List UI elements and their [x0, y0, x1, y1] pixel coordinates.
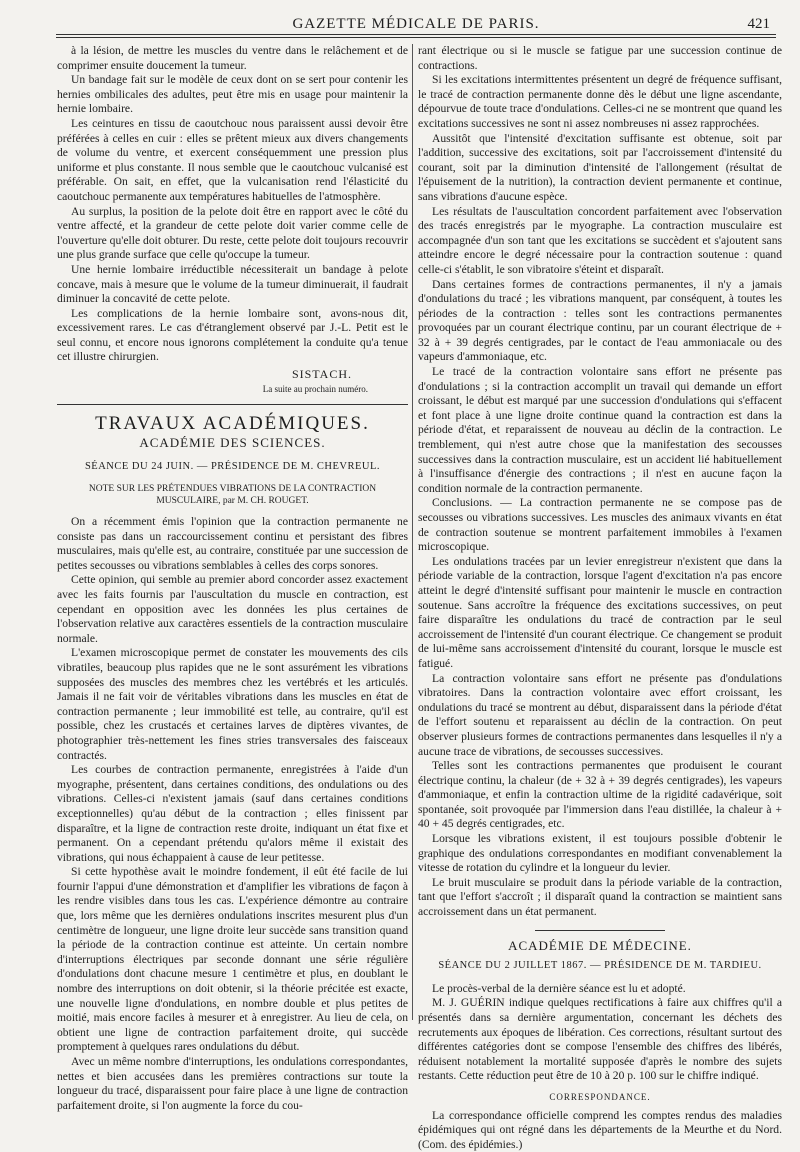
paragraph: M. J. GUÉRIN indique quelques rectifications à faire aux chiffres qu'il a présentés dans sa dernière argumentation, concernant les déchets des recrutements aux époques de libération. Ces corrections, résultant surtout des différentes catégories dont se compose l'ensemble des chiffres des libérés, réduisent notablement la mortalité supposée d'après le nombre des sujets restants. Cette réduction peut être de 10 à 20 p. 100 sur le chiffre indiqué.	[418, 996, 782, 1083]
paragraph: Au surplus, la position de la pelote doit être en rapport avec le côté du ventre affecté, et la grandeur de cette pelote doit varier comme celle de l'ouverture qu'elle doit obturer. Du reste, cette pelote doit toujours recouvrir une plus grande surface que celle qu'occupe la tumeur.	[57, 204, 408, 262]
paragraph: rant électrique ou si le muscle se fatigue par une succession continue de contractions.	[418, 44, 782, 72]
paragraph: Les courbes de contraction permanente, enregistrées à l'aide d'un myographe, présentent, dans certaines conditions, des ondulations ou des vibrations. Celles-ci n'existent jamais (sauf dans certaines conditions exceptionnelles) qu'au début de la contraction ; elles finissent par disparaître, et la ligne de contraction reste droite, indiquant un état fixe et permanent. On a cependant prétendu qu'alors même il existait des vibrations, qui nous échappaient à cause de leur petitesse.	[57, 763, 408, 864]
section-separator	[57, 404, 408, 405]
academy-heading: ACADÉMIE DE MÉDECINE.	[508, 937, 692, 953]
paragraph: Avec un même nombre d'interruptions, les ondulations correspondantes, nettes et bien accusées dans les premières contractions sur toute la longueur du tracé, disparaissent pour faire place à une ligne de contraction parfaitement droite, si l'on augmente la force du cou-	[57, 1055, 408, 1112]
paragraph: Les complications de la hernie lombaire sont, avons-nous dit, excessivement rares. Le cas d'étranglement observé par J.-L. Petit est le seul connu, et encore nous ignorons complétement la conduite qu'a tenue cet illustre chirurgien.	[57, 306, 408, 364]
column-divider	[412, 44, 413, 1020]
paragraph: Les ceintures en tissu de caoutchouc nous paraissent aussi devoir être préférées à celles en cuir : elles se prêtent mieux aux divers changements de volume du ventre, et exercent conséquemment une pression plus uniforme et plus constante. Il nous semble que le caoutchouc vulcanisé est préférable. On sait, en effet, que la vulcanisation rend l'élasticité du caoutchouc permanente aux températures habituelles de l'atmosphère.	[57, 116, 408, 203]
paragraph: Le tracé de la contraction volontaire sans effort ne présente pas d'ondulations ; si la contraction accomplit un travail qui demande un effort croissant, le début est marqué par une succession d'ondulations qui s'effacent et font place à une ligne droite continue quand la contraction est dans la période d'état, et reparaissent de nouveau au déclin de la contraction. Le tremblement, qui n'est autre chose que la manifestation des secousses successives dans la contraction musculaire, est un accident lié habituellement à l'insuffisance d'énergie des contractions ; il n'est en aucune façon la condition normale de la contraction permanente.	[418, 365, 782, 495]
academy-heading: ACADÉMIE DES SCIENCES.	[139, 434, 326, 450]
article-title: NOTE SUR LES PRÉTENDUES VIBRATIONS DE LA CONTRACTION MUSCULAIRE, par M. CH. ROUGET.	[88, 484, 377, 507]
paragraph: Un bandage fait sur le modèle de ceux dont on se sert pour contenir les hernies ombilicales des adultes, peut être mis en usage pour maintenir la hernie lombaire.	[57, 73, 408, 116]
paragraph: Cette opinion, qui semble au premier abord concorder assez exactement avec les faits fournis par l'auscultation du muscle en contraction, est cependant en opposition avec les données les plus certaines de l'observation relative aux caractères essentiels de la contraction musculaire normale.	[57, 573, 408, 645]
section-heading: TRAVAUX ACADÉMIQUES.	[95, 413, 370, 435]
paragraph: Une hernie lombaire irréductible nécessiterait un bandage à pelote concave, mais à mesure que le volume de la tumeur diminuerait, il faudrait diminuer la concavité de cette pelote.	[57, 262, 408, 306]
paragraph: Les ondulations tracées par un levier enregistreur n'existent que dans la période variable de la contraction, lorsque l'agent d'excitation n'a pas encore atteint le degré d'intensité suffisant pour maintenir le muscle en contraction soutenue. Sans accroître la fréquence des excitations successives, on peut faire disparaître les ondulations du tracé de contraction par le seul accroissement de l'intensité d'un courant électrique. Ce changement se produit de lui-même sans accroissement d'intensité du courant, lorsque le muscle est fatigué.	[418, 554, 782, 670]
left-column	[57, 44, 408, 1112]
paragraph: Le procès-verbal de la dernière séance est lu et adopté.	[432, 981, 686, 995]
session-line: SÉANCE DU 2 JUILLET 1867. — PRÉSIDENCE DE M. TARDIEU.	[438, 960, 762, 972]
header-rule-bottom	[56, 37, 776, 38]
paragraph: L'examen microscopique permet de constater les mouvements des cils vibratiles, beaucoup plus rapides que ne le sont assurément les vibrations supposées des muscles des membres chez les vertébrés et les articulés. Jamais il ne fait voir de véritables vibrations dans les muscles en état de contraction permanente ; leur immobilité est telle, au contraire, qu'il est possible, chez les crustacés et certaines larves de diptères vivantes, de photographier très-nettement les fines stries transversales des faisceaux contractés.	[57, 646, 408, 762]
paragraph: Telles sont les contractions permanentes que produisent le courant électrique continu, la chaleur (de + 32 à + 39 degrés centigrades), les vapeurs d'ammoniaque, et enfin la contraction ultime de la rigidité cadavérique, soit spontanée, soit provoquée par l'immersion dans l'eau distillée, la chaleur à + 40 + 45 degrés centigrades, etc.	[418, 759, 782, 831]
paragraph: La correspondance officielle comprend les comptes rendus des maladies épidémiques qui ont régné dans les départements de la Meurthe et du Nord. (Com. des épidémies.)	[418, 1108, 782, 1151]
subsection-heading: CORRESPONDANCE.	[549, 1091, 651, 1102]
session-line: SÉANCE DU 24 JUIN. — PRÉSIDENCE DE M. CHEVREUL.	[84, 461, 381, 473]
paragraph: On a récemment émis l'opinion que la contraction permanente ne consiste pas dans un raccourcissement continu et persistant des fibres musculaires, mais qu'elle est, au contraire, constituée par une succession de petites secousses ou vibrations semblables à celles des corps sonores.	[57, 515, 408, 572]
section-separator	[535, 930, 665, 931]
paragraph: Si les excitations intermittentes présentent un degré de fréquence suffisant, le tracé de contraction permanente donne dès le début une ligne ascendante, dépourvue de toute trace d'ondulations. Celles-ci ne se montrent que quand les excitations successives ne sont ni assez nombreuses ni assez rapprochées.	[418, 73, 782, 130]
paragraph: à la lésion, de mettre les muscles du ventre dans le relâchement et de comprimer ensuite doucement la tumeur.	[57, 44, 408, 72]
right-column	[418, 44, 782, 1151]
paragraph: Le bruit musculaire se produit dans la période variable de la contraction, tant que l'effort s'accroît ; il disparaît quand la contraction se maintient sans accroissement dans un état permanent.	[418, 875, 782, 919]
header-rule-top	[56, 34, 776, 35]
continuation-note: La suite au prochain numéro.	[262, 383, 368, 394]
page-number: 421	[747, 16, 770, 32]
paragraph: La contraction volontaire sans effort ne présente pas d'ondulations vibratoires. Dans la contraction volontaire avec effort croissant, les ondulations du tracé se montrent au début, disparaissent dans la période d'état de l'effort soutenu et reparaissent au déclin de la contraction. On peut observer plusieurs formes de contractions permanentes dans lesquelles il n'y a aucune trace de vibrations, de secousses successives.	[418, 671, 782, 758]
journal-title: GAZETTE MÉDICALE DE PARIS.	[292, 16, 540, 32]
paragraph: Aussitôt que l'intensité d'excitation suffisante est obtenue, soit par l'addition, successive des excitations, soit par l'accroissement d'intensité du courant, soit par la diminution d'intensité de l'allongement (résultat de l'épuisement de la nutrition), la contraction devient permanente et continue, sans vibrations d'aucune espèce.	[418, 131, 782, 203]
paragraph: Dans certaines formes de contractions permanentes, il n'y a jamais d'ondulations du tracé ; les vibrations manquent, par conséquent, à toutes les périodes de la contraction : telles sont les contractions permanentes provoquées par un courant électrique continu, par un courant électrique de + 32 à + 39 degrés centigrades, par le contact de l'eau ammoniacale ou des vapeurs d'ammoniaque, etc.	[418, 277, 782, 364]
paragraph: Conclusions. — La contraction permanente ne se compose pas de secousses ou vibrations successives. Les muscles des animaux vivants en état de contraction soutenue se montrent parfaitement immobiles à l'examen microscopique.	[418, 496, 782, 554]
author-signature: SISTACH.	[291, 367, 352, 382]
paragraph: Si cette hypothèse avait le moindre fondement, il eût été facile de lui fournir l'appui d'une démonstration et d'amplifier les vibrations de façon à les rendre visibles dans tous les cas. L'expérience démontre au contraire que, lors même que les dernières ondulations inscrites mesurent plus d'un centimètre de longueur, une ligne droite leur succède sans transition quand la période de la contraction continue est atteinte. Un certain nombre d'interruptions électriques par seconde donnant une série régulière d'ondulations dont chacune mesure 1 centimètre et plus, en doublant le nombre des interruptions on doit obtenir, si la théorie précitée est exacte, une nouvelle ligne d'ondulations, en nombre double et plus petites de moitié, mais encore faciles à mesurer et à enregistrer. Au lieu de cela, on obtient une ligne de contraction parfaitement droite, qui succède promptement à quelques rares ondulations du début.	[57, 865, 408, 1054]
paragraph: Lorsque les vibrations existent, il est toujours possible d'obtenir le graphique des ondulations correspondantes en modifiant convenablement la vitesse de rotation du cylindre et la longueur du levier.	[418, 832, 782, 875]
paragraph: Les résultats de l'auscultation concordent parfaitement avec l'observation des tracés enregistrés par le myographe. La contraction musculaire est accompagnée d'un son tant que les excitations se succèdent et s'ajoutent sans atteindre encore le degré nécessaire pour la contraction soutenue : quand celle-ci s'établit, le son vibratoire s'éteint et disparaît.	[418, 204, 782, 276]
